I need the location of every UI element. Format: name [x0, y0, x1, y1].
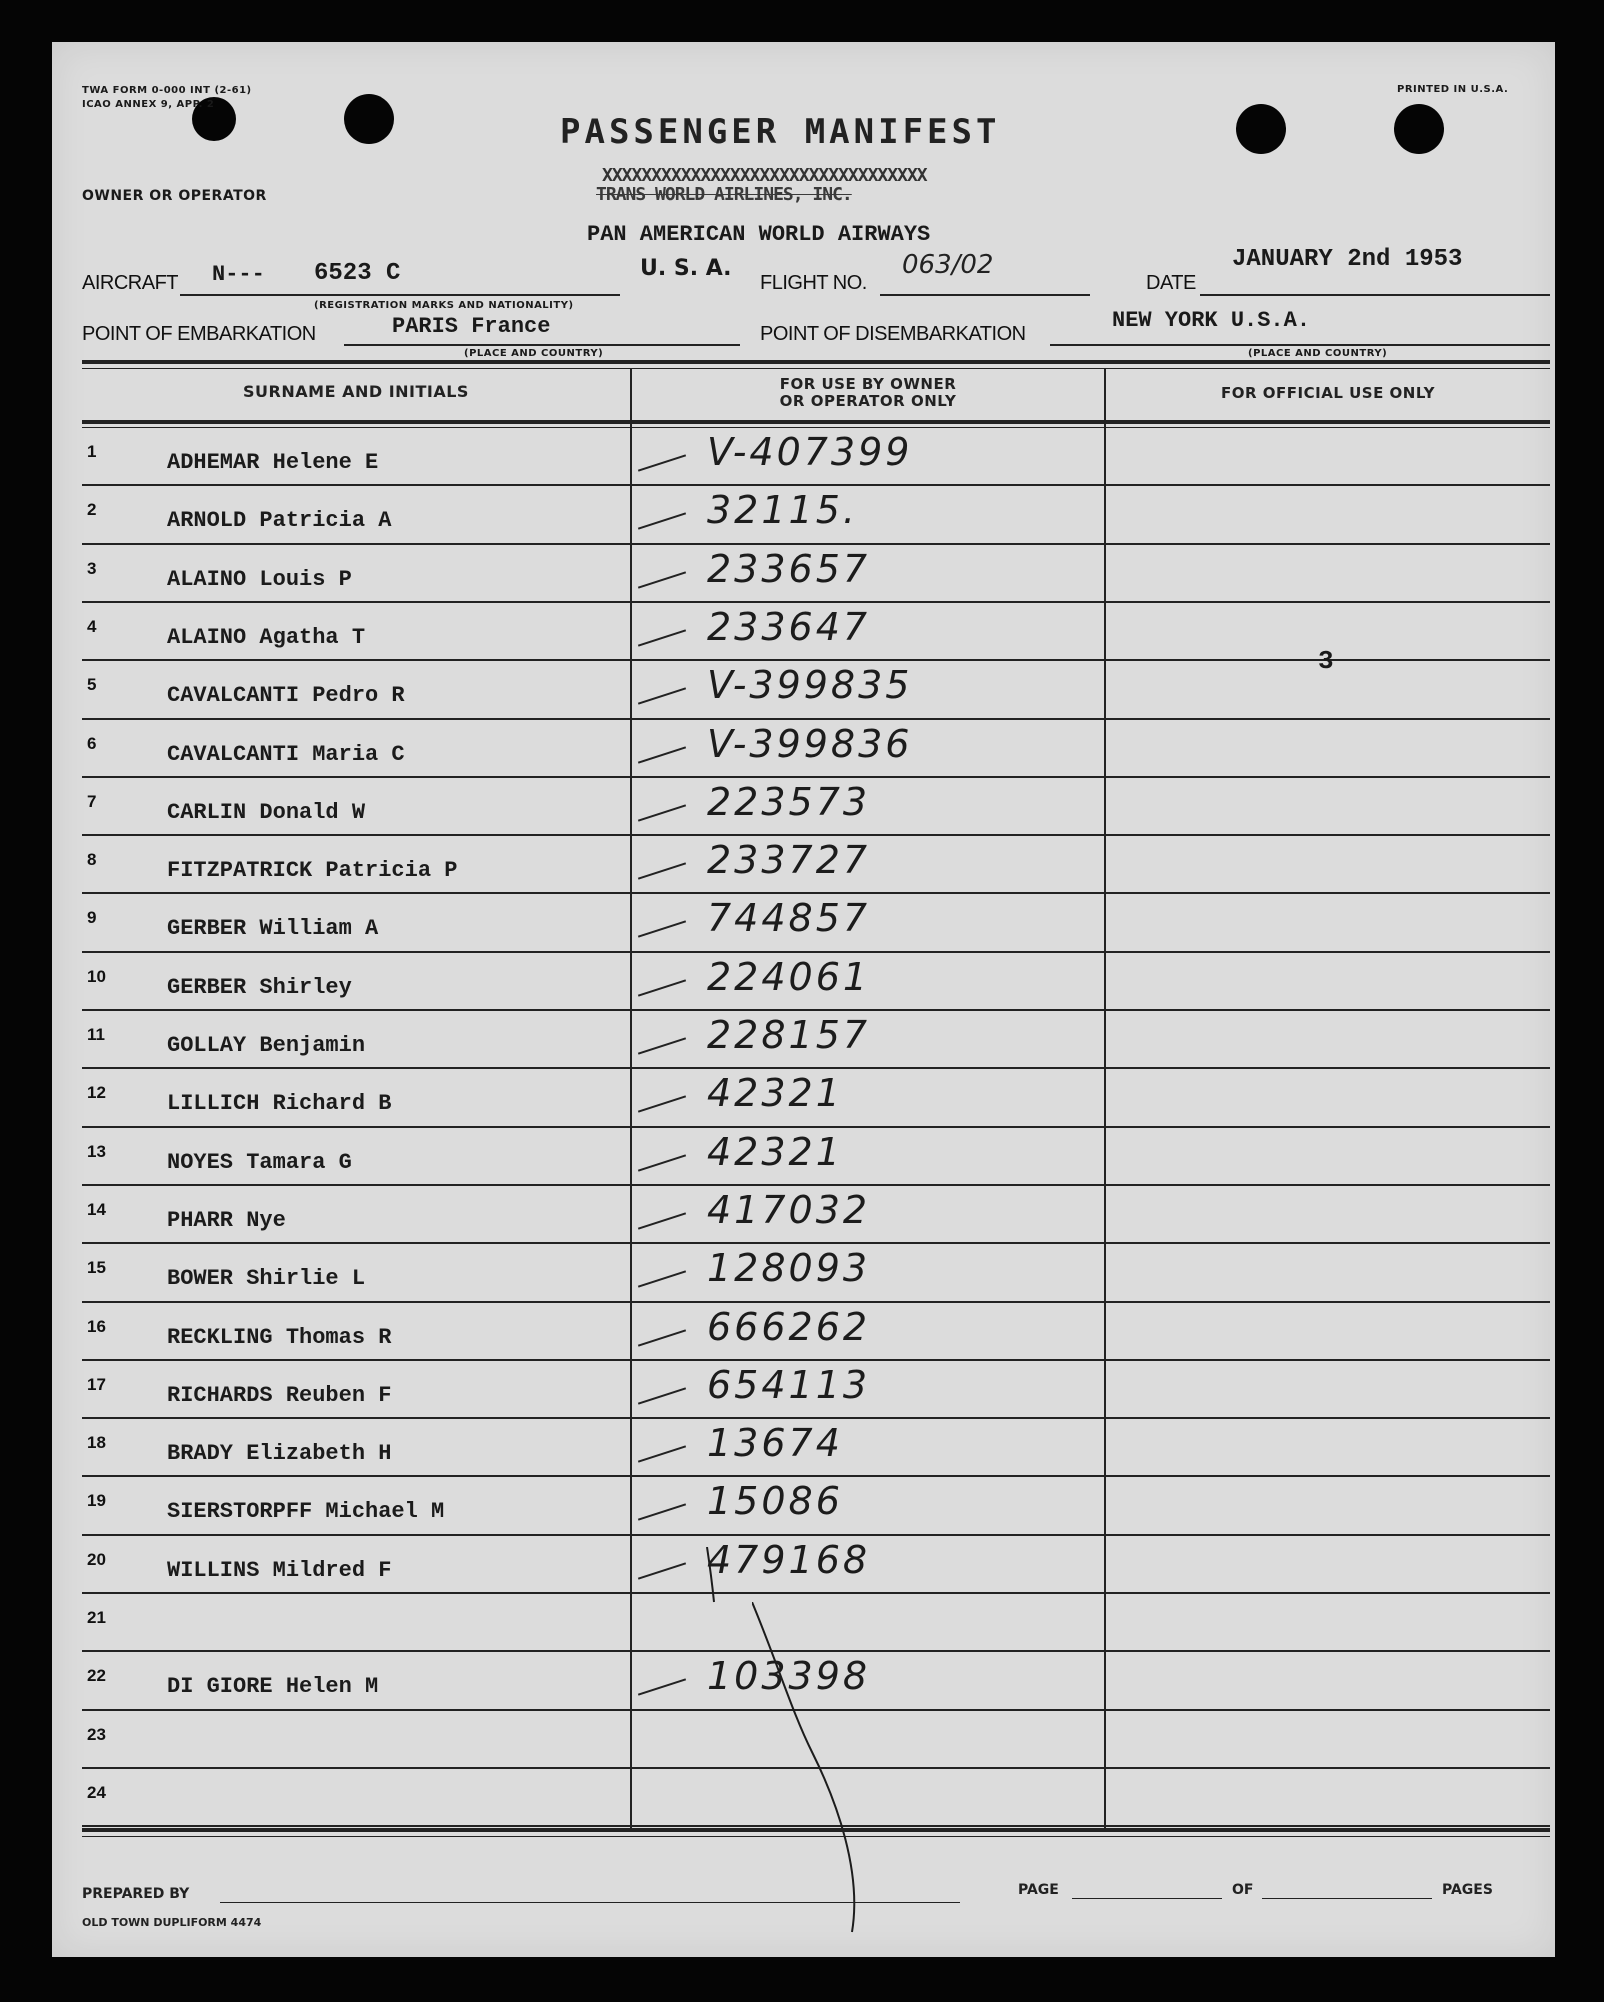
aircraft-label: AIRCRAFT	[82, 272, 178, 294]
row-number: 11	[87, 1025, 105, 1044]
flight-number: 063/02	[902, 250, 994, 280]
row-divider	[82, 1009, 1550, 1011]
check-mark	[638, 804, 686, 821]
registration-caption: (REGISTRATION MARKS AND NATIONALITY)	[314, 300, 574, 311]
row-number: 24	[87, 1782, 106, 1802]
col-header-owner-use: FOR USE BY OWNER OR OPERATOR ONLY	[779, 375, 957, 410]
flight-date: JANUARY 2nd 1953	[1232, 246, 1463, 273]
row-number: 19	[87, 1491, 106, 1511]
passenger-name: GOLLAY Benjamin	[167, 1033, 366, 1058]
passenger-name: PHARR Nye	[167, 1207, 286, 1233]
check-mark	[638, 1212, 686, 1229]
form-printer: OLD TOWN DUPLIFORM 4474	[82, 1916, 262, 1929]
check-mark	[638, 1096, 686, 1113]
ticket-number: V-399836	[707, 721, 913, 766]
ticket-number: V-407399	[707, 430, 913, 474]
passenger-name: GERBER Shirley	[167, 974, 352, 1000]
ticket-number: 223573	[707, 779, 871, 824]
embarkation-place: PARIS France	[392, 314, 551, 339]
struck-operator-line-2: TRANS WORLD AIRLINES, INC.	[596, 184, 852, 205]
check-mark	[638, 979, 686, 996]
ticket-number: 744857	[707, 896, 871, 941]
disembarkation-place: NEW YORK U.S.A.	[1112, 308, 1311, 333]
ticket-number: 233657	[707, 546, 871, 591]
page-label: PAGE	[1018, 1882, 1059, 1898]
pen-tick-21	[702, 1547, 732, 1607]
ticket-number: 128093	[707, 1246, 871, 1291]
row-divider	[82, 601, 1550, 603]
ticket-number: 233647	[707, 604, 871, 649]
row-number: 8	[87, 850, 97, 870]
printed-in: PRINTED IN U.S.A.	[1397, 84, 1509, 95]
embarkation-label: POINT OF EMBARKATION	[82, 323, 316, 345]
row-number: 23	[87, 1724, 106, 1744]
passenger-name: NOYES Tamara G	[167, 1149, 352, 1175]
manifest-page	[52, 42, 1555, 1957]
ticket-number: 32115.	[707, 488, 858, 533]
check-mark	[638, 1504, 686, 1521]
passenger-name: CARLIN Donald W	[167, 799, 366, 825]
country-usa: U. S. A.	[640, 256, 732, 281]
passenger-name: RICHARDS Reuben F	[167, 1382, 392, 1408]
row-number: 9	[87, 908, 97, 928]
row-divider	[82, 1126, 1550, 1128]
row-divider	[82, 1242, 1550, 1244]
passenger-name: ADHEMAR Helene E	[167, 450, 379, 475]
check-mark	[638, 746, 686, 763]
prepared-by-label: PREPARED BY	[82, 1886, 190, 1902]
pages-label: PAGES	[1442, 1882, 1493, 1898]
row-divider	[82, 1359, 1550, 1361]
punch-hole	[1236, 104, 1286, 154]
check-mark	[638, 1037, 686, 1054]
passenger-name: ALAINO Louis P	[167, 566, 352, 592]
ticket-number: 417032	[707, 1187, 871, 1232]
struck-operator-line: XXXXXXXXXXXXXXXXXXXXXXXXXXXXXXXXX	[602, 165, 927, 186]
row-divider	[82, 1301, 1550, 1303]
check-mark	[638, 1387, 686, 1404]
of-label: OF	[1232, 1882, 1254, 1898]
row-number: 15	[87, 1258, 106, 1278]
passenger-name: CAVALCANTI Pedro R	[167, 683, 405, 709]
row-number: 13	[87, 1141, 106, 1161]
row-divider	[82, 892, 1550, 894]
place-country-caption-left: (PLACE AND COUNTRY)	[464, 348, 604, 359]
disembarkation-label: POINT OF DISEMBARKATION	[760, 323, 1026, 345]
ticket-number: 228157	[707, 1013, 871, 1057]
row-divider	[82, 1417, 1550, 1419]
ticket-number: V-399835	[707, 663, 913, 708]
check-mark	[638, 1329, 686, 1346]
owner-operator-label: OWNER OR OPERATOR	[82, 188, 267, 204]
official-note: 3	[1318, 646, 1334, 676]
page-title: PASSENGER MANIFEST	[560, 112, 1001, 152]
ticket-number: 224061	[707, 954, 871, 999]
ticket-number: 42321	[707, 1071, 843, 1116]
row-divider	[82, 1067, 1550, 1069]
ticket-number: 666262	[707, 1304, 871, 1349]
row-number: 18	[87, 1433, 106, 1453]
punch-hole	[1394, 104, 1444, 154]
row-number: 5	[87, 675, 97, 695]
ticket-number: 42321	[707, 1129, 843, 1174]
row-number: 4	[87, 616, 97, 636]
check-mark	[638, 921, 686, 938]
icao-annex: ICAO ANNEX 9, APP. 2	[82, 99, 215, 110]
row-divider	[82, 484, 1550, 486]
passenger-name: RECKLING Thomas R	[167, 1324, 392, 1350]
check-mark	[638, 1562, 686, 1579]
ticket-number: 103398	[707, 1654, 871, 1699]
row-number: 10	[87, 966, 106, 986]
punch-hole	[344, 94, 394, 144]
passenger-name: WILLINS Mildred F	[167, 1557, 392, 1583]
aircraft-registration: 6523 C	[314, 260, 401, 287]
passenger-name: GERBER William A	[167, 916, 379, 942]
ticket-number: 479168	[707, 1537, 871, 1582]
passenger-name: ARNOLD Patricia A	[167, 508, 392, 534]
ticket-number: 654113	[707, 1362, 871, 1407]
ticket-number: 233727	[707, 838, 871, 883]
form-number: TWA FORM 0-000 INT (2-61)	[82, 85, 252, 96]
passenger-name: BRADY Elizabeth H	[167, 1441, 392, 1467]
check-mark	[638, 513, 686, 530]
check-mark	[638, 629, 686, 646]
passenger-name: SIERSTORPFF Michael M	[167, 1499, 445, 1525]
row-number: 21	[87, 1608, 106, 1627]
row-number: 22	[87, 1666, 106, 1686]
col-header-surname: SURNAME AND INITIALS	[243, 382, 469, 401]
ticket-number: 15086	[707, 1479, 843, 1524]
row-number: 2	[87, 500, 97, 520]
row-number: 12	[87, 1083, 106, 1103]
passenger-name: FITZPATRICK Patricia P	[167, 858, 458, 884]
check-mark	[638, 1271, 686, 1288]
passenger-name: CAVALCANTI Maria C	[167, 741, 405, 767]
row-divider	[82, 1475, 1550, 1477]
check-mark	[638, 1445, 686, 1462]
check-mark	[638, 454, 686, 471]
row-number: 20	[87, 1549, 106, 1569]
operator-name: PAN AMERICAN WORLD AIRWAYS	[587, 222, 931, 247]
col-header-official: FOR OFFICIAL USE ONLY	[1221, 384, 1435, 402]
passenger-name: LILLICH Richard B	[167, 1091, 392, 1117]
check-mark	[638, 571, 686, 588]
row-divider	[82, 834, 1550, 836]
check-mark	[638, 1154, 686, 1171]
row-divider	[82, 1184, 1550, 1186]
check-mark	[638, 1679, 686, 1696]
passenger-name: ALAINO Agatha T	[167, 624, 366, 650]
aircraft-prefix: N---	[212, 262, 265, 287]
row-number: 16	[87, 1316, 106, 1336]
row-divider	[82, 951, 1550, 953]
row-number: 17	[87, 1374, 106, 1394]
passenger-name: DI GIORE Helen M	[167, 1674, 379, 1700]
row-number: 1	[87, 442, 97, 461]
row-divider	[82, 543, 1550, 545]
check-mark	[638, 688, 686, 705]
date-label: DATE	[1146, 272, 1196, 294]
row-divider	[82, 718, 1550, 720]
row-number: 6	[87, 733, 97, 753]
pen-stroke	[752, 1602, 912, 2002]
row-number: 14	[87, 1199, 106, 1219]
row-divider	[82, 1534, 1550, 1536]
row-divider	[82, 1592, 1550, 1594]
row-number: 3	[87, 558, 97, 578]
passenger-name: BOWER Shirlie L	[167, 1266, 366, 1292]
row-number: 7	[87, 791, 97, 811]
row-divider	[82, 776, 1550, 778]
ticket-number: 13674	[707, 1421, 843, 1466]
place-country-caption-right: (PLACE AND COUNTRY)	[1248, 348, 1388, 359]
check-mark	[638, 862, 686, 879]
flight-no-label: FLIGHT NO.	[760, 272, 867, 294]
